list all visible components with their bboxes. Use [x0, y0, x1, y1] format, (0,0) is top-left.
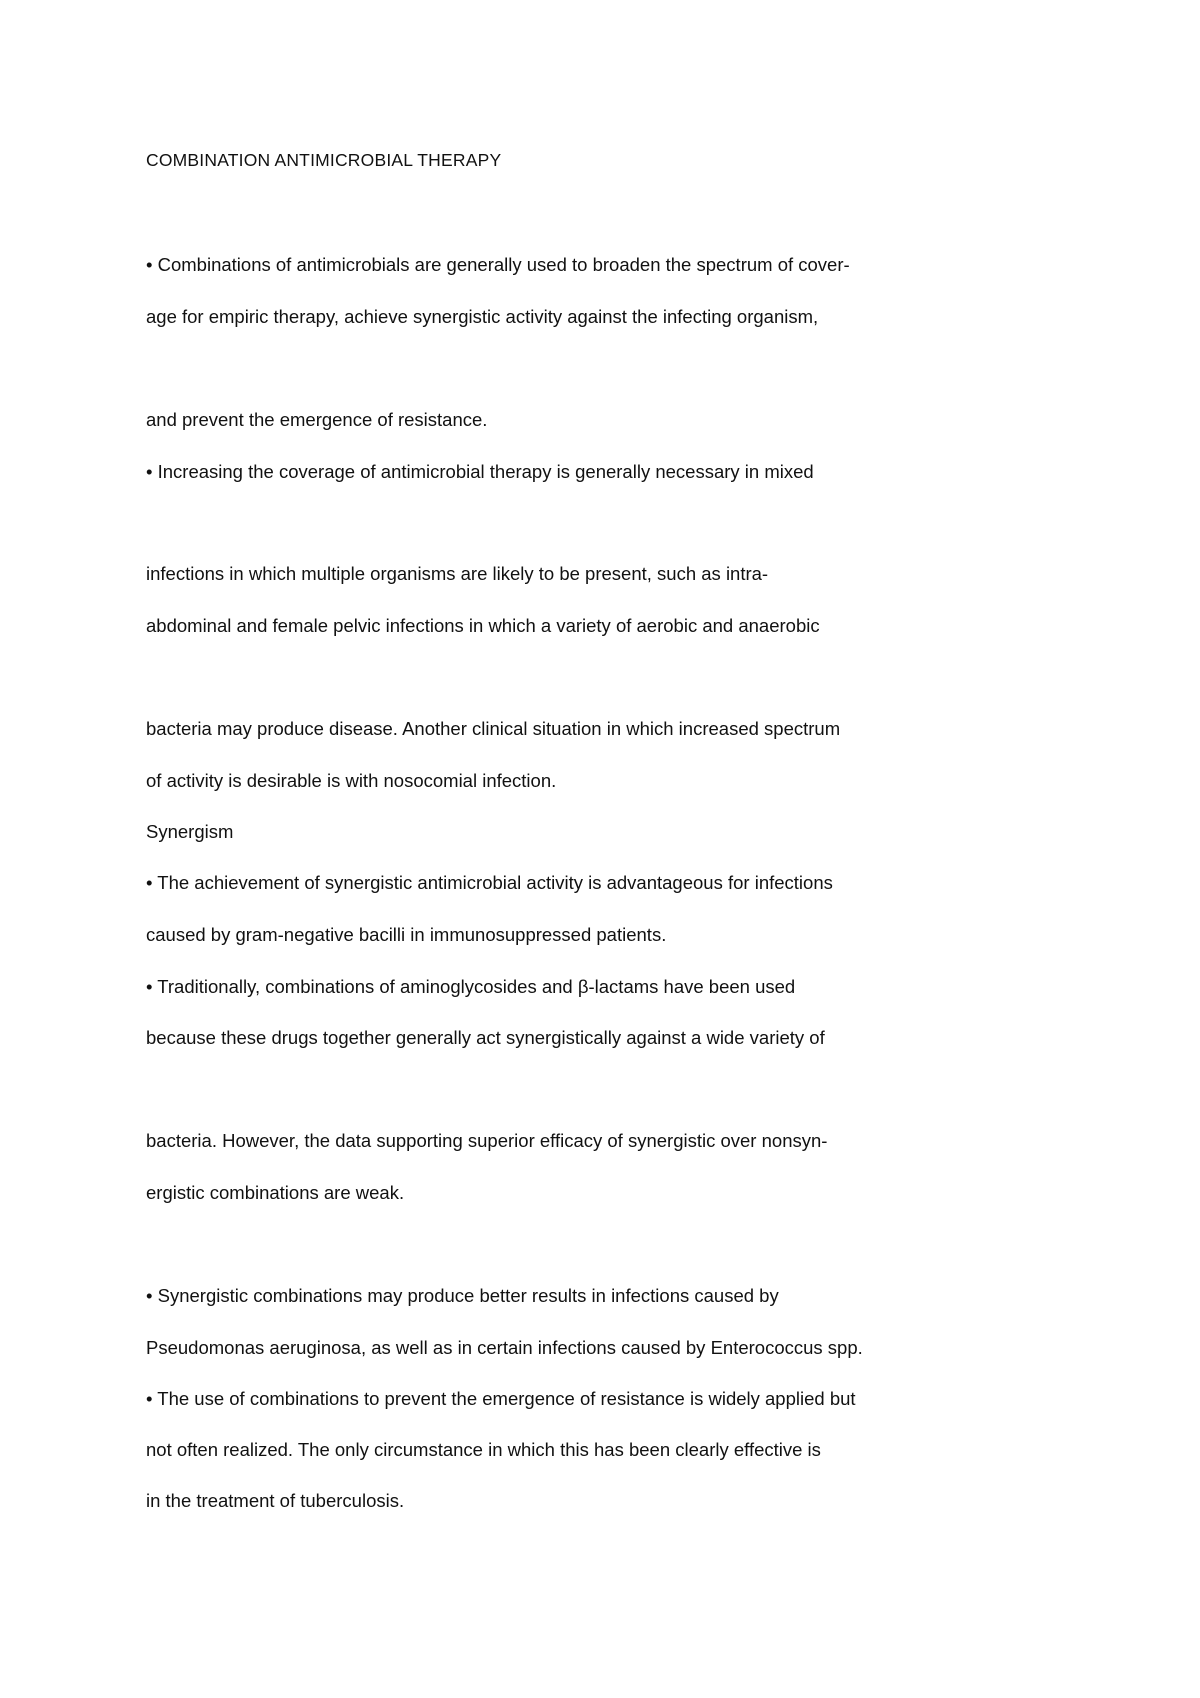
text-line: Pseudomonas aeruginosa, as well as in certain infections caused by Enterococcus spp. [146, 1337, 863, 1358]
section-heading-synergism: Synergism [146, 821, 234, 842]
text-line: bacteria. However, the data supporting superior efficacy of synergistic over nonsyn- [146, 1130, 828, 1151]
text-line: of activity is desirable is with nosocomial infection. [146, 770, 557, 791]
text-line: • Combinations of antimicrobials are generally used to broaden the spectrum of cover- [146, 254, 850, 275]
text-line: • The use of combinations to prevent the emergence of resistance is widely applied but [146, 1388, 856, 1409]
text-line: • Synergistic combinations may produce better results in infections caused by [146, 1285, 779, 1306]
text-line: because these drugs together generally act synergistically against a wide variety of [146, 1027, 825, 1048]
text-line: ergistic combinations are weak. [146, 1182, 405, 1203]
text-line: bacteria may produce disease. Another clinical situation in which increased spectrum [146, 718, 841, 739]
text-line: in the treatment of tuberculosis. [146, 1490, 405, 1511]
document-title: COMBINATION ANTIMICROBIAL THERAPY [146, 150, 502, 170]
text-line: age for empiric therapy, achieve synergistic activity against the infecting organism, [146, 306, 819, 327]
text-line: • Traditionally, combinations of aminoglycosides and β-lactams have been used [146, 976, 796, 997]
text-line: and prevent the emergence of resistance. [146, 409, 488, 430]
text-line: caused by gram-negative bacilli in immunosuppressed patients. [146, 924, 667, 945]
text-line: • Increasing the coverage of antimicrobial therapy is generally necessary in mixed [146, 461, 814, 482]
text-line: abdominal and female pelvic infections in which a variety of aerobic and anaerobic [146, 615, 820, 636]
text-line: • The achievement of synergistic antimicrobial activity is advantageous for infections [146, 872, 833, 893]
text-line: not often realized. The only circumstance in which this has been clearly effective is [146, 1439, 821, 1460]
text-line: infections in which multiple organisms are likely to be present, such as intra- [146, 563, 769, 584]
